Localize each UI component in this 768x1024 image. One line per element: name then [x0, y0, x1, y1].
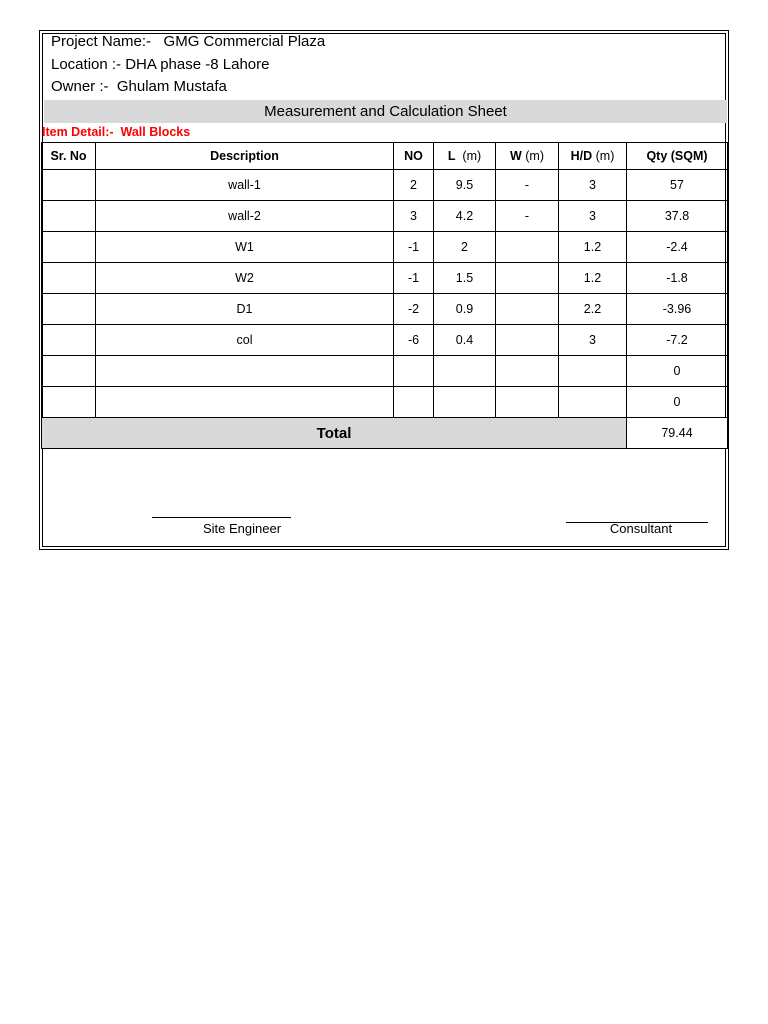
col-header-no: NO	[394, 143, 434, 170]
cell-length	[434, 356, 496, 387]
cell-qty: 0	[627, 356, 728, 387]
cell-sr-no	[42, 232, 96, 263]
cell-sr-no	[42, 325, 96, 356]
total-label: Total	[42, 418, 627, 449]
col-header-width-unit: (m)	[525, 149, 545, 163]
consultant-label: Consultant	[609, 521, 673, 536]
col-header-height	[559, 143, 627, 170]
site-engineer-signature-line	[152, 517, 291, 518]
owner: Owner :- Ghulam Mustafa	[51, 78, 227, 95]
table-row	[42, 263, 728, 294]
cell-length: 1.5	[434, 263, 496, 294]
table-row	[42, 232, 728, 263]
total-row	[42, 418, 728, 449]
cell-width: -	[496, 170, 559, 201]
cell-no: 3	[394, 201, 434, 232]
cell-width	[496, 263, 559, 294]
cell-qty: 57	[627, 170, 728, 201]
cell-description	[96, 356, 394, 387]
col-header-length	[434, 143, 496, 170]
cell-description: W2	[96, 263, 394, 294]
cell-height: 3	[559, 170, 627, 201]
col-header-width-label: W	[509, 149, 522, 163]
cell-no	[394, 356, 434, 387]
location: Location :- DHA phase -8 Lahore	[51, 56, 270, 73]
total-value: 79.44	[627, 418, 728, 449]
cell-qty: -3.96	[627, 294, 728, 325]
cell-sr-no	[42, 356, 96, 387]
cell-width	[496, 325, 559, 356]
cell-length: 0.9	[434, 294, 496, 325]
cell-width	[496, 356, 559, 387]
cell-length: 2	[434, 232, 496, 263]
table-header-row	[42, 143, 728, 170]
col-header-length-unit: (m)	[462, 149, 482, 163]
cell-height: 3	[559, 201, 627, 232]
site-engineer-label: Site Engineer	[202, 521, 282, 536]
cell-description: D1	[96, 294, 394, 325]
sheet-title: Measurement and Calculation Sheet	[44, 100, 727, 123]
cell-width	[496, 294, 559, 325]
cell-sr-no	[42, 294, 96, 325]
cell-length: 9.5	[434, 170, 496, 201]
cell-no: -1	[394, 263, 434, 294]
cell-description: col	[96, 325, 394, 356]
cell-sr-no	[42, 263, 96, 294]
table-row	[42, 356, 728, 387]
cell-qty: 0	[627, 387, 728, 418]
cell-no: -6	[394, 325, 434, 356]
cell-qty: -7.2	[627, 325, 728, 356]
col-header-sr-no: Sr. No	[42, 143, 96, 170]
cell-no: -1	[394, 232, 434, 263]
col-header-length-label: L	[447, 149, 456, 163]
cell-height	[559, 387, 627, 418]
project-name: Project Name:- GMG Commercial Plaza	[51, 33, 326, 50]
table-row	[42, 294, 728, 325]
cell-height: 1.2	[559, 232, 627, 263]
col-header-description: Description	[96, 143, 394, 170]
cell-sr-no	[42, 170, 96, 201]
cell-height: 1.2	[559, 263, 627, 294]
cell-length: 0.4	[434, 325, 496, 356]
col-header-height-label: H/D	[570, 149, 593, 163]
cell-qty: 37.8	[627, 201, 728, 232]
col-header-qty: Qty (SQM)	[627, 143, 728, 170]
cell-description: W1	[96, 232, 394, 263]
cell-height: 2.2	[559, 294, 627, 325]
table-row	[42, 325, 728, 356]
cell-sr-no	[42, 201, 96, 232]
table-row	[42, 170, 728, 201]
cell-no: 2	[394, 170, 434, 201]
cell-qty: -1.8	[627, 263, 728, 294]
cell-description	[96, 387, 394, 418]
cell-width: -	[496, 201, 559, 232]
cell-description: wall-1	[96, 170, 394, 201]
cell-sr-no	[42, 387, 96, 418]
item-detail: Item Detail:- Wall Blocks	[42, 125, 191, 139]
cell-description: wall-2	[96, 201, 394, 232]
measurement-table	[41, 142, 728, 449]
cell-no	[394, 387, 434, 418]
col-header-width	[496, 143, 559, 170]
cell-width	[496, 232, 559, 263]
table-row	[42, 387, 728, 418]
cell-length: 4.2	[434, 201, 496, 232]
cell-width	[496, 387, 559, 418]
cell-length	[434, 387, 496, 418]
table-row	[42, 201, 728, 232]
cell-qty: -2.4	[627, 232, 728, 263]
col-header-height-unit: (m)	[595, 149, 615, 163]
cell-no: -2	[394, 294, 434, 325]
cell-height	[559, 356, 627, 387]
cell-height: 3	[559, 325, 627, 356]
